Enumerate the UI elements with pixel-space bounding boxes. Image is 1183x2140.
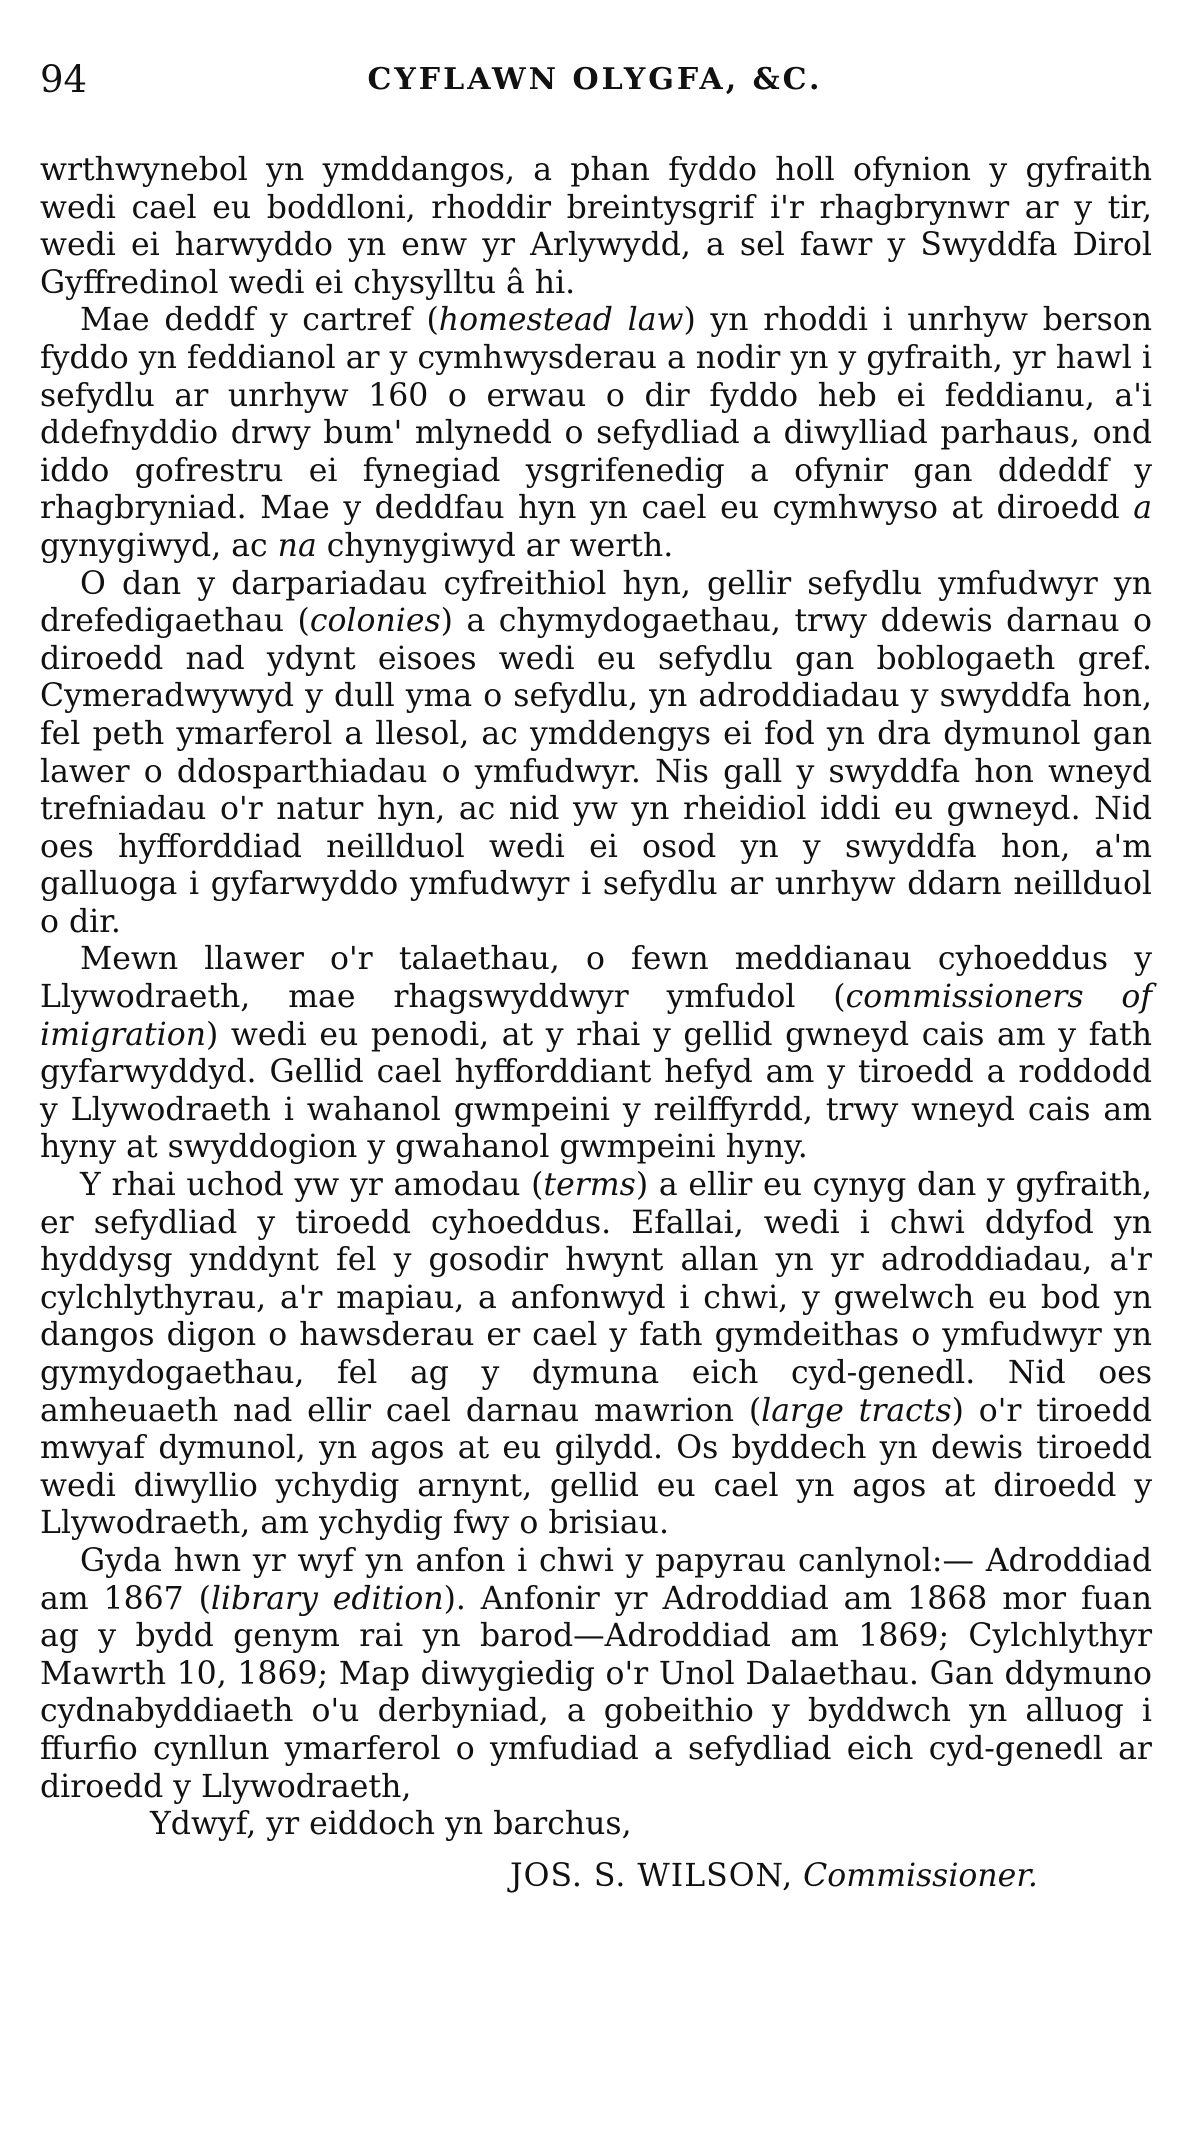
italic-term: large tracts bbox=[761, 1392, 952, 1429]
text-run: Mewn llawer o'r talaethau, o fewn meddianau cyhoeddus y Llywodraeth, mae rhagswyddwyr ymfudol ( bbox=[40, 941, 1152, 1016]
italic-term: colonies bbox=[309, 603, 441, 640]
text-run: wrthwynebol yn ymddangos, a phan fyddo holl ofynion y gyfraith wedi cael eu boddloni, rhoddir breintysgrif i'r rhagbrynwr ar y tir, wedi ei harwyddo yn enw yr Arlywydd, a sel fawr y Swyddfa Dirol Gyffredinol wedi ei chysylltu â hi. bbox=[40, 152, 1152, 301]
text-run: ). Anfonir yr Adroddiad am 1868 mor fuan ag y bydd genym rai yn barod—Adroddiad am 1869; Cylchlythyr Mawrth 10, 1869; Map diwygiedig o'r Unol Dalaethau. Gan ddymuno cydnabyddiaeth o'u derbyniad, a gobeithio y byddwch yn alluog i ffurfio cynllun ymarferol o ymfudiad a sefydliad eich cyd-genedl ar diroedd y Llywodraeth, bbox=[40, 1580, 1152, 1805]
text-run: gynygiwyd, ac bbox=[40, 527, 278, 564]
paragraph bbox=[40, 302, 1152, 565]
italic-term: na bbox=[277, 527, 317, 564]
paragraph bbox=[40, 152, 1152, 302]
signature bbox=[40, 1844, 1152, 1896]
paragraph bbox=[40, 1543, 1152, 1806]
text-run: ) a chymydogaethau, trwy ddewis darnau o diroedd nad ydynt eisoes wedi eu sefydlu gan boblogaeth gref. Cymeradwywyd y dull yma o sefydlu, yn adroddiadau y swyddfa hon, fel peth ymarferol a llesol, ac ymddengys ei fod yn dra dymunol gan lawer o ddosparthiadau o ymfudwyr. Nis gall y swyddfa hon wneyd trefniadau o'r natur hyn, ac nid yw yn rheidiol iddi eu gwneyd. Nid oes hyfforddiad neillduol wedi ei osod yn y swyddfa hon, a'm galluoga i gyfarwyddo ymfudwyr i sefydlu ar unrhyw ddarn neillduol o dir. bbox=[40, 603, 1152, 940]
text-run: Mae deddf y cartref ( bbox=[80, 302, 439, 339]
italic-term: terms bbox=[543, 1167, 636, 1204]
page-header bbox=[40, 50, 1150, 110]
text-run: ) yn rhoddi i unrhyw berson fyddo yn feddianol ar y cymhwysderau a nodir yn y gyfraith, yr hawl i sefydlu ar unrhyw 160 o erwau o dir fyddo heb ei feddianu, a'i ddefnyddio drwy bum' mlynedd o sefydliad a diwylliad parhaus, ond iddo gofrestru ei fynegiad ysgrifenedig a ofynir gan ddeddf y rhagbryniad. Mae y deddfau hyn yn cael eu cymhwyso at diroedd bbox=[40, 302, 1152, 527]
signature-title: Commissioner. bbox=[803, 1857, 1038, 1894]
italic-term: a bbox=[1133, 490, 1152, 527]
page-number: 94 bbox=[40, 58, 88, 101]
paragraph bbox=[40, 941, 1152, 1167]
text-run: chynygiwyd ar werth. bbox=[316, 527, 674, 564]
text-run: ) wedi eu penodi, at y rhai y gellid gwneyd cais am y fath gyfarwyddyd. Gellid cael hyfforddiant hefyd am y tiroedd a roddodd y Llywodraeth i wahanol gwmpeini y reilffyrdd, trwy wneyd cais am hyny at swyddogion y gwahanol gwmpeini hyny. bbox=[40, 1016, 1152, 1166]
text-run: ) a ellir eu cynyg dan y gyfraith, er sefydliad y tiroedd cyhoeddus. Efallai, wedi i chwi ddyfod yn hyddysg ynddynt fel y gosodir hwynt allan yn yr adroddiadau, a'r cylchlythyrau, a'r mapiau, a anfonwyd i chwi, y gwelwch eu bod yn dangos digon o hawsderau er cael y fath gymdeithas o ymfudwyr yn gymydogaethau, fel ag y dymuna eich cyd-genedl. Nid oes amheuaeth nad ellir cael darnau mawrion ( bbox=[40, 1167, 1152, 1429]
text-run: Gyda hwn yr wyf yn anfon i chwi y papyrau canlynol:— Adroddiad am 1867 ( bbox=[40, 1542, 1152, 1617]
paragraph bbox=[40, 566, 1152, 942]
text-run: ) o'r tiroedd mwyaf dymunol, yn agos at eu gilydd. Os byddech yn dewis tiroedd wedi diwyllio ychydig arnynt, gellid eu cael yn agos at diroedd y Llywodraeth, am ychydig fwy o brisiau. bbox=[40, 1392, 1152, 1542]
italic-term: homestead law bbox=[438, 302, 684, 339]
running-title: CYFLAWN OLYGFA, &C. bbox=[367, 62, 823, 97]
text-run: Y rhai uchod yw yr amodau ( bbox=[80, 1167, 544, 1204]
paragraph bbox=[40, 1167, 1152, 1543]
body-text bbox=[40, 152, 1152, 1895]
closing-line bbox=[40, 1806, 1152, 1844]
italic-term: library edition bbox=[210, 1580, 444, 1617]
italic-term: commissioners of imigration bbox=[40, 979, 1152, 1053]
closing-text: Ydwyf, yr eiddoch yn barchus, bbox=[150, 1806, 632, 1843]
text-run: O dan y darpariadau cyfreithiol hyn, gellir sefydlu ymfudwyr yn drefedigaethau ( bbox=[40, 565, 1152, 640]
signature-name: JOS. S. WILSON, bbox=[510, 1857, 794, 1894]
